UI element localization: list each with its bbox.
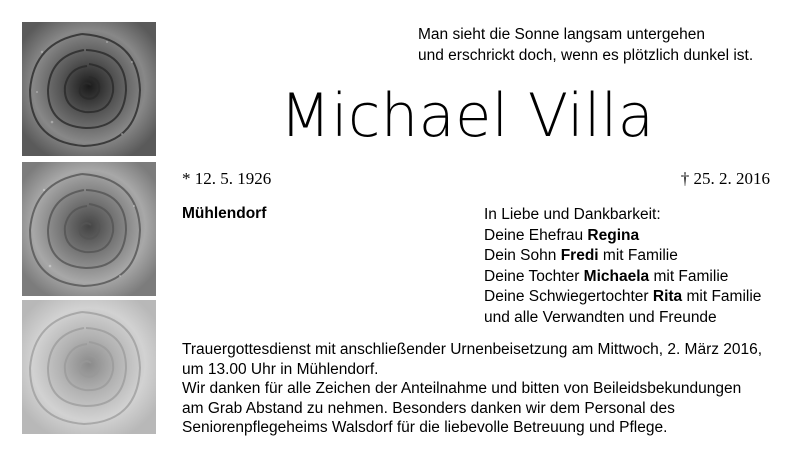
service-line-2: um 13.00 Uhr in Mühlendorf. xyxy=(182,360,379,378)
mourner-name: Michaela xyxy=(583,267,650,285)
mourner-name: Rita xyxy=(652,288,683,305)
memorial-quote xyxy=(418,24,788,66)
rose-photo-top xyxy=(22,22,156,156)
mourners-list xyxy=(484,205,784,328)
deceased-name: Michael Villa xyxy=(280,81,655,151)
mourner-relation: Deine Ehefrau xyxy=(484,226,588,244)
mourner-relation: Deine Schwiegertochter xyxy=(484,288,653,305)
mourner-suffix: mit Familie xyxy=(598,247,678,264)
mourners-closing: und alle Verwandten und Freunde xyxy=(484,308,717,326)
thanks-line-1: Wir danken für alle Zeichen der Anteilnahme und bitten von Beileidsbekundungen xyxy=(182,380,742,397)
service-line-1: Trauergottesdienst mit anschließender Urnenbeisetzung am Mittwoch, 2. März 2016, xyxy=(182,341,763,358)
birth-date: * 12. 5. 1926 xyxy=(182,169,272,188)
mourner-suffix: mit Familie xyxy=(682,288,762,305)
mourner-name: Fredi xyxy=(560,247,599,264)
mourner-relation: Dein Sohn xyxy=(484,247,561,264)
mourner-line xyxy=(484,287,784,308)
rose-photo-middle xyxy=(22,162,156,296)
service-notice xyxy=(182,340,782,438)
rose-photo-bottom xyxy=(22,300,156,434)
thanks-line-3: Seniorenpflegeheims Walsdorf für die liebevolle Betreuung und Pflege. xyxy=(182,419,668,436)
mourner-name: Regina xyxy=(587,226,640,244)
mourners-intro: In Liebe und Dankbarkeit: xyxy=(484,206,661,223)
quote-line-1: Man sieht die Sonne langsam untergehen xyxy=(418,26,705,43)
thanks-line-2: am Grab Abstand zu nehmen. Besonders danken wir dem Personal des xyxy=(182,399,675,417)
death-date: † 25. 2. 2016 xyxy=(680,169,770,188)
mourner-line xyxy=(484,267,784,288)
mourner-relation: Deine Tochter xyxy=(484,267,584,285)
mourner-line xyxy=(484,246,784,267)
hometown: Mühlendorf xyxy=(182,205,267,222)
mourner-line xyxy=(484,226,784,247)
mourner-suffix: mit Familie xyxy=(649,267,729,285)
quote-line-2: und erschrickt doch, wenn es plötzlich dunkel ist. xyxy=(418,47,754,64)
